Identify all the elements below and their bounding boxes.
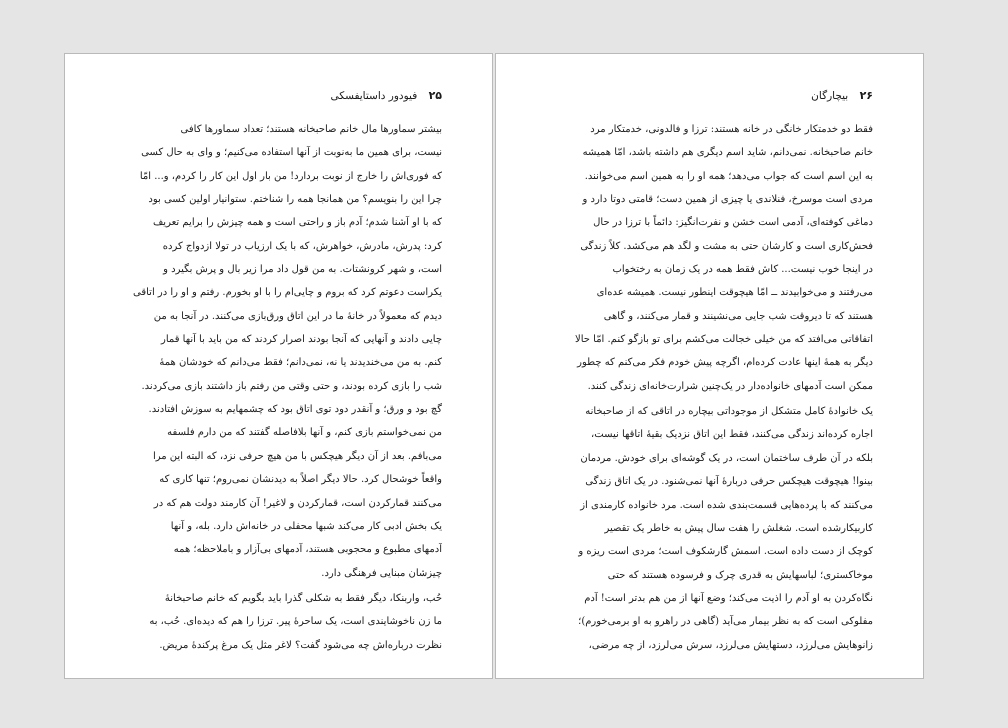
page-number: ۲۵ bbox=[428, 89, 442, 102]
text-line: فحش‌کاری است و کارشان حتی به مشت و لگد هم می‌کشد. کلاً زندگی bbox=[580, 240, 873, 252]
text-line: چرا این را بنویسم؟ من همانجا همه را شناختم. ستوانیار اولین کسی بود bbox=[148, 194, 442, 206]
text-line: که فوری‌اش را خارج از نوبت بردارد! من بار اول این کار را کردم، و... امّا bbox=[139, 170, 442, 182]
running-title: فیودور داستایفسکی bbox=[330, 90, 418, 102]
text-line: یک بخش ادبی کار می‌کند شبها محفلی در خانه‌اش دارد. بله، و آنها bbox=[170, 520, 442, 532]
text-line: می‌رفتند و می‌خوابیدند ــ امّا هیچوقت اینطور نیست. همیشه عده‌ای bbox=[596, 287, 873, 299]
text-line: نیست، برای همین ما به‌نوبت از آنها استفاده می‌کنیم؛ و وای به حال کسی bbox=[141, 147, 442, 159]
text-line: دیدم که معمولاً در خانهٔ ما در این اتاق ورق‌بازی می‌کنند. در آنجا به من bbox=[153, 310, 442, 322]
page-header bbox=[546, 88, 873, 104]
text-line: من نمی‌خواستم بازی کنم، و آنها بلافاصله گفتند که من دارم فلسفه bbox=[167, 427, 442, 439]
text-line: آدمهای مطبوع و محجوبی هستند، آدمهای بی‌آزار و باملاحظه؛ همه bbox=[173, 544, 442, 556]
text-line: که با او آشنا شدم؛ آدم باز و راحتی است و همه چیزش را برایم تعریف bbox=[152, 217, 442, 229]
text-line: می‌کنند قمارکردن است، قمارکردن و لاغیر! آن کارمند دولت هم که در bbox=[153, 497, 442, 509]
text-line: واقعاً خوشحال کرد. حالا دیگر اصلاً به دیدنشان نمی‌روم؛ تنها کاری که bbox=[159, 474, 442, 486]
text-line: فقط دو خدمتکار خانگی در خانه هستند: ترزا و فالدونی، خدمتکار مرد bbox=[590, 124, 873, 135]
text-line: بیشتر سماورها مال خانم صاحبخانه هستند؛ تعداد سماورها کافی bbox=[180, 124, 442, 135]
page-text bbox=[548, 118, 873, 657]
page-number: ۲۶ bbox=[859, 89, 873, 102]
text-line: کوچک از دست داده است. اسمش گارشکوف است؛ مردی است ریزه و bbox=[578, 546, 873, 558]
page-text bbox=[117, 118, 442, 657]
text-line: کنم. به من می‌خندیدند یا نه، نمی‌دانم؛ فقط می‌دانم که خودشان همهٔ bbox=[159, 357, 442, 369]
text-line: اجاره کرده‌اند زندگی می‌کنند، فقط این اتاق نزدیک بقیهٔ اتاقها نیست، bbox=[591, 429, 873, 441]
text-line: چایی دادند و آنهایی که آنجا بودند اصرار کردند که من باید با آنها قمار bbox=[161, 334, 442, 346]
right-book-page bbox=[495, 53, 924, 679]
text-line: کرد: پدرش، مادرش، خواهرش، که با یک ارزیاب در تولا ازدواج کرده bbox=[162, 240, 442, 252]
text-line: بلکه در آن طرف ساختمان است، در یک گوشه‌ای برای خودش. مردمان bbox=[580, 452, 873, 464]
text-line: در اینجا خوب نیست... کاش فقط همه در یک زمان به رختخواب bbox=[612, 264, 873, 276]
text-line: هستند که تا دیروقت شب جایی می‌نشینند و قمار می‌کنند، و گاهی bbox=[603, 310, 873, 322]
text-line: دیگر به همهٔ اینها عادت کرده‌ام، اگرچه پیش خودم فکر می‌کنم که چطور bbox=[577, 357, 873, 369]
text-line: یک خانوادهٔ کامل متشکل از موجوداتی بیچاره در اتاقی که از صاحبخانه bbox=[585, 406, 873, 418]
left-book-page bbox=[64, 53, 493, 679]
text-line: ما زن ناخوشایندی است، یک ساحرهٔ پیر. ترزا را هم که دیده‌ای. حُب، به bbox=[149, 616, 442, 628]
running-title: بیچارگان bbox=[811, 90, 849, 102]
text-line: به این اسم است که جواب می‌دهد؛ همه او را به همین اسم می‌خوانند. bbox=[584, 170, 873, 182]
text-line: اتفاقاتی می‌افتد که من خیلی خجالت می‌کشم برای تو بازگو کنم. امّا حالا bbox=[575, 334, 873, 346]
text-line: نظرت درباره‌اش چه می‌شود گفت؟ لاغر مثل یک مرغ پرکندهٔ مریض. bbox=[159, 639, 442, 651]
text-line: خانم صاحبخانه. نمی‌دانم، شاید اسم دیگری هم داشته باشد، امّا همیشه bbox=[582, 147, 873, 159]
text-line: ممکن است آدمهای خانواده‌دار در یک‌چنین شرارت‌خانه‌ای زندگی کنند. bbox=[587, 380, 873, 392]
page-header bbox=[115, 88, 442, 104]
text-line: است، و شهر کرونشتات. به من قول داد مرا زیر بال و پرش بگیرد و bbox=[163, 264, 442, 276]
text-line: بینوا! هیچوقت هیچکس حرفی دربارهٔ آنها نمی‌شنود. در یک اتاق زندگی bbox=[585, 476, 873, 488]
text-line: نگاه‌کردن به او آدم را اذیت می‌کند؛ وضع آنها از من هم بدتر است! آدم bbox=[584, 592, 873, 604]
text-line: می‌کنند که با پرده‌هایی قسمت‌بندی شده است. مرد خانواده کارمندی از bbox=[580, 499, 873, 511]
text-line: مفلوکی است که به نظر بیمار می‌آید (گاهی در راهرو به او برمی‌خورم)؛ bbox=[578, 616, 873, 628]
text-line: موخاکستری؛ لباسهایش به قدری چرک و فرسوده هستند که حتی bbox=[607, 569, 873, 581]
text-line: دماغی کوفته‌ای، آدمی است خشن و نفرت‌انگیز: دائماً با ترزا در حال bbox=[593, 217, 873, 229]
text-line: حُب، واربنکا، دیگر فقط به شکلی گذرا باید بگویم که خانم صاحبخانهٔ bbox=[164, 592, 442, 604]
text-line: گچ بود و ورق؛ و آنقدر دود توی اتاق بود که چشمهایم به سوزش افتادند. bbox=[148, 404, 442, 416]
text-line: یکراست دعوتم کرد که بروم و چایی‌ام را با او بخورم. رفتم و او را در اتاقی bbox=[133, 287, 442, 299]
text-line: می‌بافم. بعد از آن دیگر هیچکس با من هیچ حرفی نزد، که البته این مرا bbox=[152, 450, 442, 462]
text-line: چیزشان مبنایی فرهنگی دارد. bbox=[321, 567, 442, 579]
text-line: شب را بازی کرده بودند، و حتی وقتی من رفتم باز داشتند بازی می‌کردند. bbox=[141, 380, 442, 392]
text-line: زانوهایش می‌لرزد، دستهایش می‌لرزد، سرش می‌لرزد، از چه مرضی، bbox=[588, 639, 873, 651]
text-line: مردی است موسرخ، فنلاندی یا چیزی از همین دست؛ قامتی دوتا دارد و bbox=[582, 194, 873, 206]
text-line: کاربیکارشده است. شغلش را هفت سال پیش به خاطر یک تقصیر bbox=[604, 522, 873, 534]
